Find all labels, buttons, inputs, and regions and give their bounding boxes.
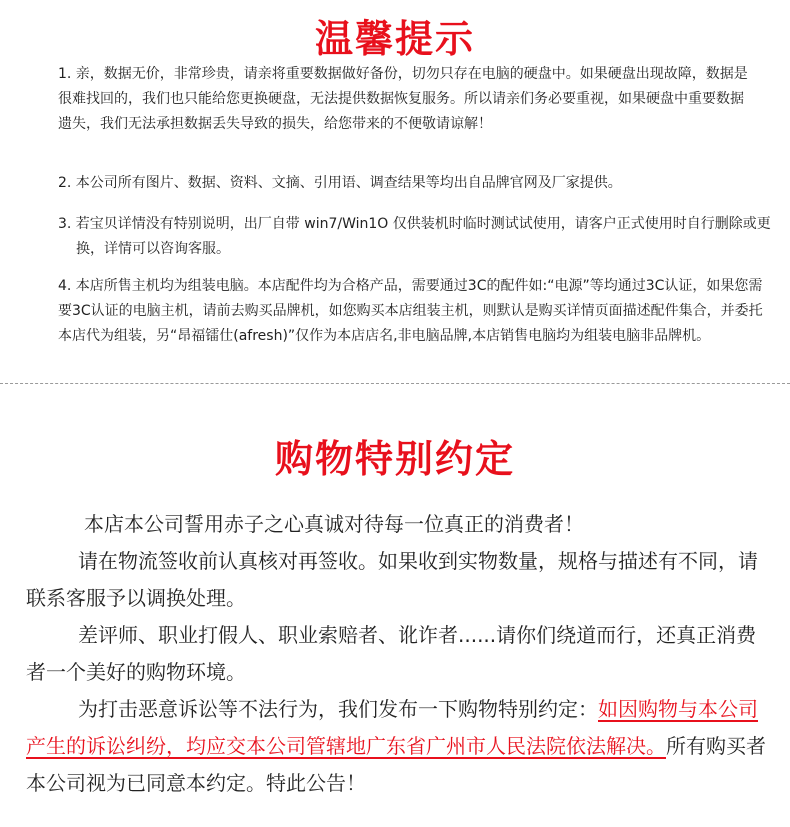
notice-item-3: 3. 若宝贝详情没有特别说明，出厂自带 win7/Win1O 仅供装机时临时测试试使用，请客户正式使用时自行删除或更换，详情可以咨询客服。 <box>58 216 771 257</box>
agreement-paragraph-2: 请在物流签收前认真核对再签收。如果收到实物数量，规格与描述有不同，请联系客服予以调换处理。 <box>26 549 758 610</box>
agreement-paragraph-4-intro: 为打击恶意诉讼等不法行为，我们发布一下购物特别约定： <box>78 697 598 721</box>
jurisdiction-clause: 如因购物与本公司产生的诉讼纠纷，均应交本公司管辖地广东省广州市人民法院依法解决。 <box>26 697 758 758</box>
agreement-title: 购物特别约定 <box>274 437 515 481</box>
agreement-body <box>26 506 766 802</box>
notice-item-1: 1. 亲，数据无价，非常珍贵，请亲将重要数据做好备份，切勿只存在电脑的硬盘中。如果硬盘出现故障，数据是很难找回的，我们也只能给您更换硬盘，无法提供数据恢复服务。所以请亲们务必要重视，如果硬盘中重要数据遗失，我们无法承担数据丢失导致的损失，给您带来的不便敬请谅解！ <box>58 66 748 132</box>
section-divider <box>0 383 790 384</box>
notice-item-4: 4. 本店所售主机均为组装电脑。本店配件均为合格产品，需要通过3C的配件如:“电源”等均通过3C认证，如果您需要3C认证的电脑主机，请前去购买品牌机，如您购买本店组装主机，则默认是购买详情页面描述配件集合，并委托本店代为组装，另“昂福镭仕(afresh)”仅作为本店店名,非电脑品牌,本店销售电脑均为组装电脑非品牌机。 <box>58 278 763 344</box>
agreement-paragraph-4 <box>26 691 766 802</box>
notice-title: 温馨提示 <box>314 17 475 61</box>
notice-item-2: 2. 本公司所有图片、数据、资料、文摘、引用语、调查结果等均出自品牌官网及厂家提供。 <box>58 175 622 191</box>
agreement-paragraph-1: 本店本公司誓用赤子之心真诚对待每一位真正的消费者！ <box>84 512 584 536</box>
agreement-paragraph-4-closing: 所有购买者本公司视为已同意本约定。特此公告！ <box>26 734 766 795</box>
agreement-paragraph-3: 差评师、职业打假人、职业索赔者、讹诈者......请你们绕道而行，还真正消费者一个美好的购物环境。 <box>26 623 757 684</box>
